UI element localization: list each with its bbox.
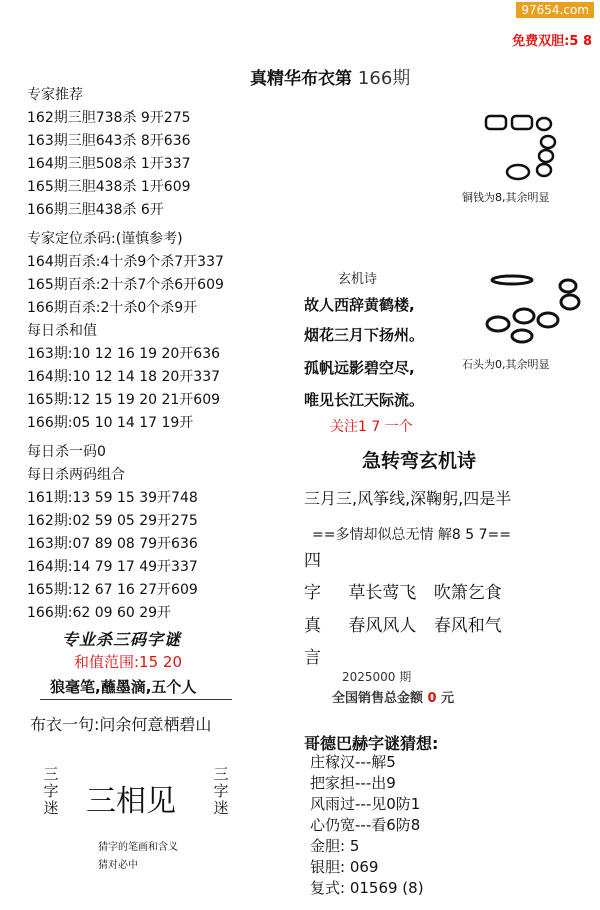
four-word: 草长莺飞 — [348, 583, 417, 603]
wolf-line: 狼毫笔,蘸墨滴,五个人 — [50, 678, 197, 696]
coin-shape — [512, 116, 532, 129]
sum-kill-section — [27, 320, 220, 435]
poem-title: 玄机诗 — [338, 272, 378, 287]
coin-shape — [486, 116, 506, 129]
list-item: 心仍宽---看6防8 — [310, 816, 421, 834]
poem-line: 烟花三月下扬州。 — [304, 326, 425, 344]
coin-shape — [507, 165, 529, 179]
list-item: 163期:07 89 08 79开636 — [27, 536, 198, 552]
list-item: 163期三胆643杀 8开636 — [27, 133, 191, 149]
stone-illustration — [478, 270, 588, 350]
title-issue: 166期 — [357, 68, 411, 89]
list-item: 161期:13 59 15 39开748 — [27, 490, 198, 506]
position-section — [27, 228, 224, 320]
jzw-line: 三月三,风筝线,深鞠躬,四是半 — [304, 489, 512, 508]
list-item: 银胆: 069 — [310, 858, 379, 876]
stone-shape — [561, 295, 579, 309]
riddle-note: 猜对必中 — [98, 860, 138, 871]
list-item: 庄稼汉---解5 — [310, 753, 396, 771]
poem-line: 故人西辞黄鹤楼, — [304, 296, 415, 314]
list-item: 165期百杀:2十杀7个杀6开609 — [27, 277, 224, 293]
jzw-hint: ==多情却似总无情 解8 5 7== — [312, 527, 511, 543]
stone-shape — [514, 309, 534, 323]
four-row — [304, 643, 321, 668]
jzw-title: 急转弯玄机诗 — [362, 450, 477, 472]
sum-range: 和值范围:15 20 — [74, 653, 182, 671]
list-item: 166期:05 10 14 17 19开 — [27, 415, 194, 431]
four-word: 春风和气 — [433, 616, 502, 636]
riddle-left-label: 三字迷 — [43, 765, 59, 817]
list-item: 163期:10 12 16 19 20开636 — [27, 346, 221, 362]
position-heading: 专家定位杀码:(谨慎参考) — [27, 231, 183, 247]
list-item: 165期三胆438杀 1开609 — [27, 179, 191, 195]
coin-shape — [541, 136, 555, 148]
buyi-line: 布衣一句:问余何意栖碧山 — [30, 715, 212, 734]
sales-unit: 元 — [441, 691, 455, 706]
coin-shape — [539, 150, 553, 162]
stone-shape — [487, 317, 509, 331]
list-item: 164期:14 79 17 49开337 — [27, 559, 198, 575]
stone-caption: 石头为0,其余明显 — [462, 358, 550, 371]
four-row — [304, 578, 502, 603]
four-head: 四 — [304, 551, 321, 571]
four-row — [304, 611, 502, 636]
list-item: 166期百杀:2十杀0个杀9开 — [27, 300, 198, 316]
kill-one: 每日杀一码0 — [27, 444, 106, 460]
stone-shape — [538, 313, 558, 327]
list-item: 风雨过---见0防1 — [310, 795, 421, 813]
four-head: 真 — [304, 616, 321, 636]
expert-heading: 专家推荐 — [27, 87, 83, 103]
site-badge: 97654.com — [516, 2, 594, 18]
list-item: 金胆: 5 — [310, 837, 360, 855]
focus-line: 关注1 7 一个 — [330, 419, 413, 435]
page-title — [250, 64, 410, 90]
stone-shape — [512, 330, 532, 342]
riddle-note: 猜字的笔画和含义 — [98, 842, 178, 853]
list-item: 165期:12 67 16 27开609 — [27, 582, 198, 598]
coin-illustration — [478, 108, 574, 188]
riddle-big-text: 三相见 — [86, 784, 176, 819]
kill-section — [27, 441, 198, 625]
free-double-pick: 免费双胆:5 8 — [512, 34, 592, 49]
stone-shape — [560, 280, 576, 292]
poem-line: 唯见长江天际流。 — [304, 391, 425, 409]
goldbach-title: 哥德巴赫字谜猜想: — [304, 734, 439, 753]
stone-shape — [492, 276, 532, 284]
coin-caption: 铜钱为8,其余明显 — [462, 191, 550, 204]
kill-two-heading: 每日杀两码组合 — [27, 467, 125, 483]
list-item: 162期:02 59 05 29开275 — [27, 513, 198, 529]
list-item: 164期:10 12 14 18 20开337 — [27, 369, 221, 385]
four-row — [304, 546, 321, 571]
list-item: 把家担---出9 — [310, 774, 396, 792]
list-item: 162期三胆738杀 9开275 — [27, 110, 191, 126]
coin-shape — [537, 118, 551, 130]
coin-shape — [537, 164, 551, 176]
four-head: 字 — [304, 583, 321, 603]
list-item: 166期三胆438杀 6开 — [27, 202, 164, 218]
sales-label: 全国销售总金额 — [332, 691, 424, 706]
sum-kill-heading: 每日杀和值 — [27, 323, 97, 339]
list-item: 165期:12 15 19 20 21开609 — [27, 392, 221, 408]
four-head: 言 — [304, 648, 321, 668]
four-word: 吹箫乞食 — [433, 583, 502, 603]
riddle-right-label: 三字迷 — [213, 765, 229, 817]
title-text: 真精华布衣第 — [250, 69, 352, 89]
expert-section — [27, 84, 191, 222]
four-word: 春风风人 — [348, 616, 417, 636]
list-item: 166期:62 09 60 29开 — [27, 605, 172, 621]
goldbach-list — [310, 752, 424, 899]
pro-riddle-title: 专业杀三码字谜 — [62, 630, 182, 649]
list-item: 164期三胆508杀 1开337 — [27, 156, 191, 172]
sales-line — [332, 687, 454, 706]
list-item: 复式: 01569 (8) — [310, 879, 424, 897]
sales-value: 0 — [427, 691, 437, 706]
list-item: 164期百杀:4十杀9个杀7开337 — [27, 254, 224, 270]
divider — [40, 699, 232, 700]
issue-line: 2025000 期 — [342, 670, 412, 684]
poem-line: 孤帆远影碧空尽, — [304, 359, 415, 377]
